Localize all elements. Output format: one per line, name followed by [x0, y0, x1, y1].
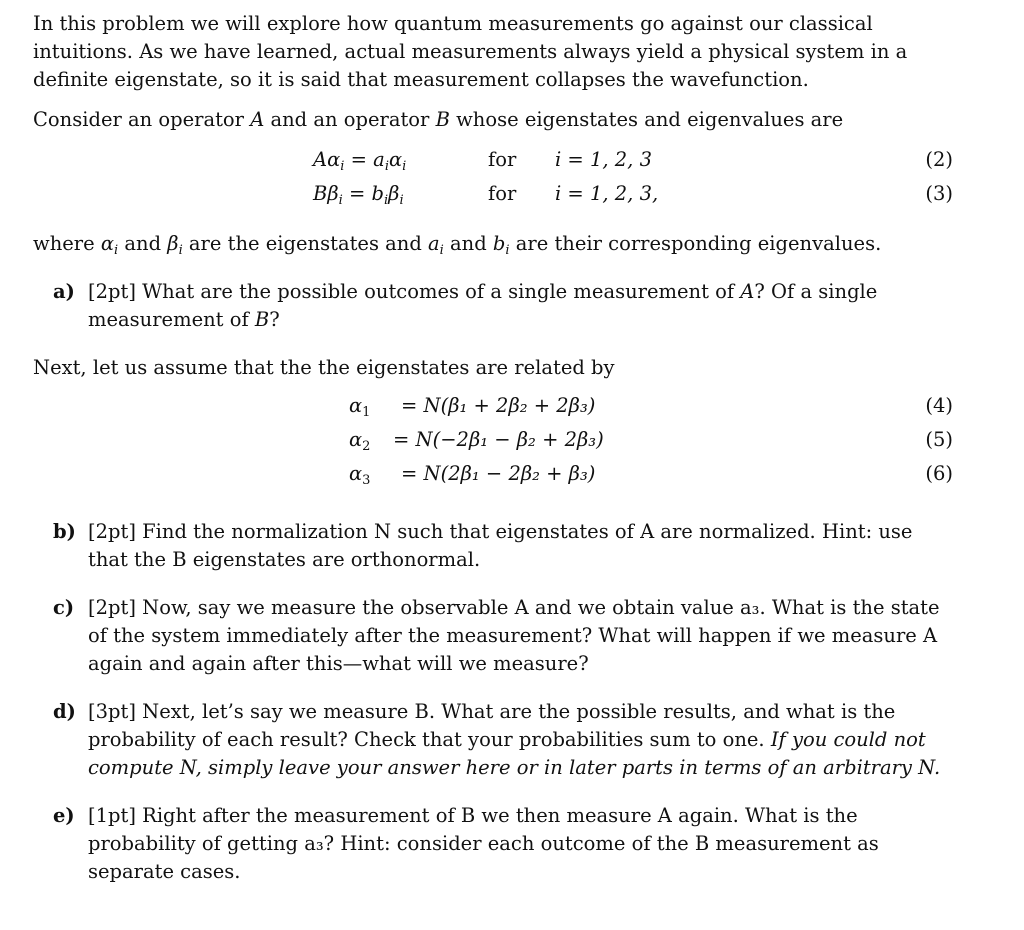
question-e — [33, 802, 958, 886]
question-c-text: [2pt] Now, say we measure the observable A and we obtain value a₃. What is the state of the system immediately after the measurement? What will happen if we measure A again and again after this—what will we measure? — [88, 596, 940, 675]
question-e-text: [1pt] Right after the measurement of B we then measure A again. What is the probability of getting a₃? Hint: consider each outcome of the B measurement as separate cases. — [88, 804, 879, 883]
intro-paragraph: In this problem we will explore how quantum measurements go against our classical intuitions. As we have learned, actual measurements always yield a physical system in a definite eigenstate, so it is said that measurement collapses the wavefunction. — [33, 12, 908, 91]
equation-2 — [33, 146, 958, 180]
equation-4-lhs: $\alpha_1$ — [349, 394, 371, 420]
question-d-label: d) — [53, 700, 76, 723]
question-d-text: [3pt] Next, let’s say we measure B. What are the possible results, and what is the probability of each result? Check that your probabilities sum to one. If you could not compute N, simply leave your answer here or in later parts in terms of an arbitrary N. — [88, 700, 941, 779]
consider-sentence — [33, 106, 958, 134]
problem-page — [33, 10, 958, 886]
question-c-label: c) — [53, 596, 75, 619]
equation-3 — [33, 180, 958, 214]
equation-6-lhs: $\alpha_3$ — [349, 462, 371, 488]
question-c — [33, 594, 958, 678]
operator-a: A — [250, 108, 265, 131]
equation-3-body: $B\beta_i = b_i\beta_i$ — [313, 182, 404, 208]
relation-equations — [33, 392, 958, 502]
question-a — [33, 278, 958, 334]
question-b-label: b) — [53, 520, 76, 543]
equation-5-lhs: $\alpha_2$ — [349, 428, 371, 454]
equation-5-rhs: = N(−2β₁ − β₂ + 2β₃) — [393, 428, 604, 451]
equation-4 — [33, 392, 958, 426]
eigen-equations — [33, 146, 958, 216]
question-d — [33, 698, 958, 782]
equation-2-body: $A\alpha_i = a_i\alpha_i$ — [313, 148, 407, 174]
equation-5-number: (5) — [925, 428, 953, 451]
equation-2-number: (2) — [925, 148, 953, 171]
operator-b: B — [435, 108, 450, 131]
equation-4-number: (4) — [925, 394, 953, 417]
question-d-italic-note: If you could not compute N, simply leave your answer here or in later parts in terms of an arbitrary N. — [88, 728, 941, 779]
question-a-label: a) — [53, 280, 75, 303]
equation-6-number: (6) — [925, 462, 953, 485]
consider-post: whose eigenstates and eigenvalues are — [449, 108, 844, 131]
question-e-label: e) — [53, 804, 75, 827]
equation-4-rhs: = N(β₁ + 2β₂ + 2β₃) — [401, 394, 596, 417]
question-b-text: [2pt] Find the normalization N such that eigenstates of A are normalized. Hint: use that the B eigenstates are orthonormal. — [88, 520, 913, 571]
equation-6-rhs: = N(2β₁ − 2β₂ + β₃) — [401, 462, 596, 485]
consider-mid: and an operator — [264, 108, 436, 131]
question-a-text: [2pt] What are the possible outcomes of a single measurement of A? Of a single measurement of B? — [88, 280, 878, 331]
equation-2-for: for — [488, 148, 517, 171]
equation-6 — [33, 460, 958, 494]
where-sentence: where $\alpha_i$ and $\beta_i$ are the eigenstates and $a_i$ and $b_i$ are their corresponding eigenvalues. — [33, 232, 882, 258]
question-b — [33, 518, 958, 574]
consider-pre: Consider an operator — [33, 108, 251, 131]
equation-5 — [33, 426, 958, 460]
equation-3-number: (3) — [925, 182, 953, 205]
equation-2-condition: i = 1, 2, 3 — [555, 148, 652, 171]
next-sentence: Next, let us assume that the the eigenstates are related by — [33, 356, 615, 379]
equation-3-for: for — [488, 182, 517, 205]
equation-3-condition: i = 1, 2, 3, — [555, 182, 659, 205]
